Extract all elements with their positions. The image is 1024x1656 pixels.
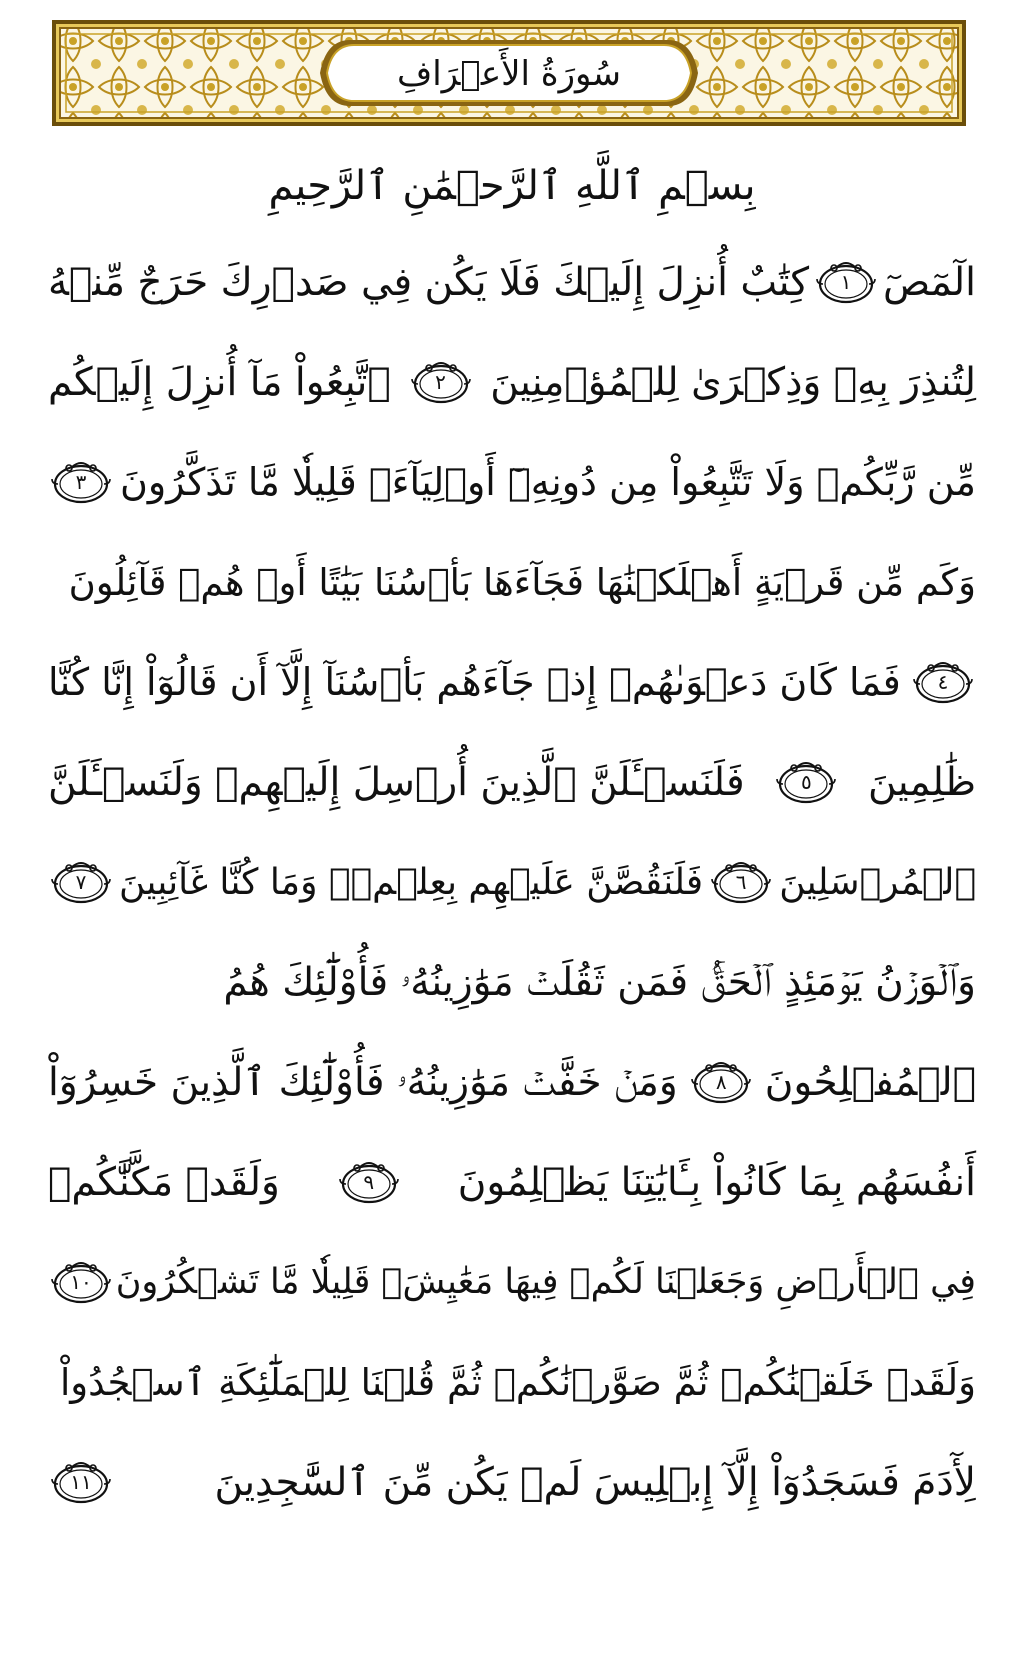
ayah-number: ٣	[75, 470, 87, 494]
verse-line	[48, 1432, 976, 1532]
verse-text: وَكَم مِّن قَرۡيَةٍ أَهۡلَكۡنَٰهَا فَجَآءَهَا بَأۡسُنَا بَيَٰتًا أَوۡ هُمۡ قَآئِلُونَ	[68, 560, 976, 604]
verse-line	[48, 1032, 976, 1132]
verse-text: الٓمٓصٓ	[882, 259, 976, 305]
ayah-end-marker-icon	[910, 657, 976, 707]
surah-header-frame	[50, 18, 968, 128]
ayah-end-marker-icon	[708, 857, 774, 907]
verse-line	[48, 1332, 976, 1432]
verse-text: كِتَٰبٌ أُنزِلَ إِلَيۡكَ فَلَا يَكُن فِي صَدۡرِكَ حَرَجٌ مِّنۡهُ	[48, 259, 810, 305]
ayah-number: ٨	[715, 1070, 727, 1094]
verse-lines	[48, 232, 976, 1632]
ayah-end-marker-icon	[48, 1457, 114, 1507]
verse-text: وَٱلۡوَزۡنُ يَوۡمَئِذٍ ٱلۡحَقُّۚ فَمَن ثَقُلَتۡ مَوَٰزِينُهُۥ فَأُوْلَٰٓئِكَ هُمُ	[223, 959, 976, 1005]
ayah-number: ٧	[75, 870, 87, 894]
surah-title: سُورَةُ الأَعۡرَافِ	[396, 54, 622, 94]
verse-text: ظَٰلِمِينَ	[868, 759, 976, 805]
verse-text: فَمَا كَانَ دَعۡوَىٰهُمۡ إِذۡ جَآءَهُم بَأۡسُنَآ إِلَّآ أَن قَالُوٓاْ إِنَّا كُنَّا	[48, 660, 901, 704]
ayah-end-marker-icon	[48, 1257, 114, 1307]
verse-text: ٱلۡمُرۡسَلِينَ	[779, 861, 976, 903]
verse-line	[48, 232, 976, 332]
verse-text: وَلَقَدۡ مَكَّنَّٰكُمۡ	[48, 1159, 280, 1205]
ayah-end-marker-icon	[408, 357, 474, 407]
ayah-end-marker-icon	[48, 457, 114, 507]
ayah-end-marker-icon	[688, 1057, 754, 1107]
ayah-number: ١	[840, 270, 852, 294]
verse-text: فِي ٱلۡأَرۡضِ وَجَعَلۡنَا لَكُمۡ فِيهَا مَعَٰيِشَۗ قَلِيلٗا مَّا تَشۡكُرُونَ	[115, 1262, 976, 1302]
verse-text: أَنفُسَهُم بِمَا كَانُواْ بِـَٔايَٰتِنَا يَظۡلِمُونَ	[457, 1159, 976, 1205]
verse-line	[48, 1232, 976, 1332]
ayah-end-marker-icon	[336, 1157, 402, 1207]
verse-text: فَلَنَقُصَّنَّ عَلَيۡهِم بِعِلۡمٖۖ وَمَا كُنَّا غَآئِبِينَ	[119, 861, 704, 903]
ayah-number: ٢	[435, 370, 446, 394]
verse-line	[48, 432, 976, 532]
verse-text: لِتُنذِرَ بِهِۦ وَذِكۡرَىٰ لِلۡمُؤۡمِنِينَ	[490, 359, 976, 405]
ayah-number: ١١	[70, 1470, 92, 1494]
verse-text: فَلَنَسۡـَٔلَنَّ ٱلَّذِينَ أُرۡسِلَ إِلَيۡهِمۡ وَلَنَسۡـَٔلَنَّ	[48, 759, 745, 805]
verse-line	[48, 832, 976, 932]
verse-text: ٱلۡمُفۡلِحُونَ	[764, 1059, 976, 1105]
verse-text: ٱتَّبِعُواْ مَآ أُنزِلَ إِلَيۡكُم	[48, 359, 391, 405]
ayah-number: ٦	[735, 870, 747, 894]
verse-line	[48, 932, 976, 1032]
ayah-number: ٩	[363, 1170, 375, 1194]
verse-text: وَلَقَدۡ خَلَقۡنَٰكُمۡ ثُمَّ صَوَّرۡنَٰكُمۡ ثُمَّ قُلۡنَا لِلۡمَلَٰٓئِكَةِ ٱسۡجُدُواْ	[59, 1360, 976, 1404]
ayah-end-marker-icon	[813, 257, 879, 307]
verse-line	[48, 732, 976, 832]
ayah-number: ٤	[937, 670, 949, 694]
ayah-number: ٥	[800, 770, 812, 794]
ayah-end-marker-icon	[773, 757, 839, 807]
verse-line	[48, 332, 976, 432]
verse-line	[48, 532, 976, 632]
verse-line	[48, 1132, 976, 1232]
ayah-end-marker-icon	[48, 857, 114, 907]
verse-text: وَمَنۡ خَفَّتۡ مَوَٰزِينُهُۥ فَأُوْلَٰٓئِكَ ٱلَّذِينَ خَسِرُوٓاْ	[48, 1059, 678, 1105]
verse-text: مِّن رَّبِّكُمۡ وَلَا تَتَّبِعُواْ مِن دُونِهِۦٓ أَوۡلِيَآءَۗ قَلِيلٗا مَّا تَذَكَّرُونَ	[119, 460, 976, 504]
verse-line	[48, 632, 976, 732]
verse-text: لِأٓدَمَ فَسَجَدُوٓاْ إِلَّآ إِبۡلِيسَ لَمۡ يَكُن مِّنَ ٱلسَّٰجِدِينَ	[214, 1459, 976, 1505]
basmala: بِسۡمِ ٱللَّهِ ٱلرَّحۡمَٰنِ ٱلرَّحِيمِ	[268, 163, 756, 209]
ayah-number: ١٠	[70, 1270, 92, 1294]
